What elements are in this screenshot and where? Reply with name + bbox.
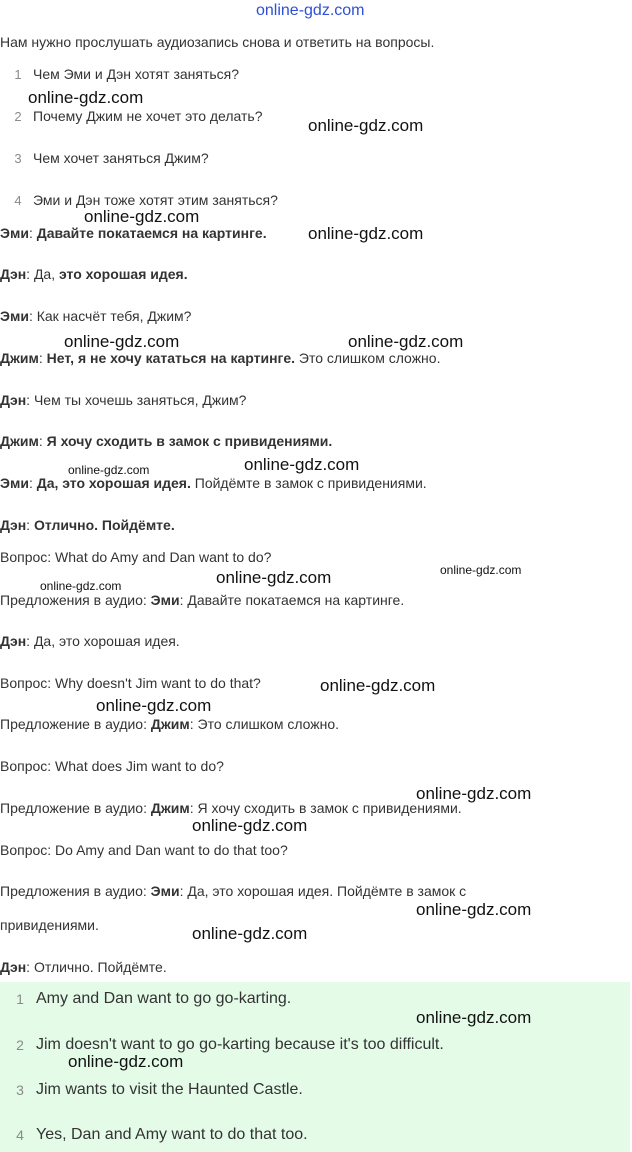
dialogue-line (0, 392, 246, 408)
line-bold: Отлично. Пойдёмте. (33, 517, 175, 533)
analysis-sentence (0, 592, 404, 608)
question-number: 4 (14, 193, 22, 208)
watermark: online-gdz.com (440, 563, 522, 577)
speaker: Дэн (0, 633, 27, 649)
watermark: online-gdz.com (96, 696, 212, 715)
speaker: Джим (150, 716, 190, 732)
sentence-text: : Да, это хорошая идея. (26, 633, 180, 649)
watermark: online-gdz.com (64, 332, 180, 351)
speaker: Эми (0, 225, 29, 241)
watermark: online-gdz.com (348, 332, 464, 351)
line-bold: Нет, я не хочу кататься на картинге. (46, 350, 296, 366)
analysis-question: Вопрос: Do Amy and Dan want to do that too? (0, 842, 288, 858)
speaker: Джим (0, 433, 39, 449)
speaker: Эми (150, 592, 180, 608)
analysis-sentence (0, 883, 466, 899)
speaker: Эми (0, 475, 29, 491)
speaker: Дэн (0, 266, 27, 282)
dialogue-line (0, 350, 440, 366)
dialogue-line (0, 308, 191, 324)
separator: : Да, (26, 266, 59, 282)
watermark: online-gdz.com (216, 568, 332, 587)
watermark: online-gdz.com (416, 900, 532, 919)
analysis-sentence (0, 716, 339, 732)
speaker: Дэн (0, 392, 27, 408)
analysis-question: Вопрос: Why doesn't Jim want to do that? (0, 675, 261, 691)
sentence-label: Предложение в аудио: (0, 716, 151, 732)
line-bold: Я хочу сходить в замок с привидениями. (46, 433, 333, 449)
watermark: online-gdz.com (84, 207, 200, 226)
watermark: online-gdz.com (320, 676, 436, 695)
analysis-question: Вопрос: What does Jim want to do? (0, 758, 224, 774)
question-number: 2 (14, 109, 22, 124)
dialogue-line (0, 225, 267, 241)
speaker: Дэн (0, 959, 27, 975)
sentence-text: : Это слишком сложно. (189, 716, 340, 732)
dialogue-line (0, 433, 332, 449)
speaker: Дэн (0, 517, 27, 533)
watermark: online-gdz.com (308, 224, 424, 243)
watermark: online-gdz.com (28, 88, 144, 107)
answer-number: 4 (16, 1127, 24, 1143)
speaker: Джим (0, 350, 39, 366)
analysis-sentence (0, 800, 462, 816)
analysis-sentence (0, 633, 180, 649)
watermark: online-gdz.com (192, 816, 308, 835)
dialogue-line (0, 517, 175, 533)
answer-number: 1 (16, 991, 24, 1007)
analysis-sentence (0, 959, 167, 975)
answer-item: Amy and Dan want to go go-karting. (36, 990, 292, 1007)
separator: : (26, 392, 34, 408)
question-number: 1 (14, 67, 22, 82)
answer-number: 2 (16, 1037, 24, 1053)
separator: : (26, 517, 34, 533)
sentence-label: Предложения в аудио: (0, 592, 151, 608)
sentence-label: Предложение в аудио: (0, 800, 151, 816)
speaker: Эми (0, 308, 29, 324)
answer-item: Jim wants to visit the Haunted Castle. (36, 1081, 303, 1098)
watermark: online-gdz.com (68, 463, 150, 477)
separator: : (28, 475, 37, 491)
question-item: Эми и Дэн тоже хотят этим заняться? (33, 192, 278, 208)
line-text: Чем ты хочешь заняться, Джим? (33, 392, 247, 408)
line-text: Пойдёмте в замок с привидениями. (190, 475, 427, 491)
intro-text: Нам нужно прослушать аудиозапись снова и ответить на вопросы. (0, 34, 435, 50)
line-bold: Да, это хорошая идея. (36, 475, 191, 491)
answer-item: Jim doesn't want to go go-karting because it's too difficult. (36, 1036, 444, 1053)
answer-item: Yes, Dan and Amy want to do that too. (36, 1126, 308, 1143)
question-item: Почему Джим не хочет это делать? (33, 108, 263, 124)
separator: : (38, 350, 47, 366)
watermark: online-gdz.com (308, 116, 424, 135)
sentence-text: : Я хочу сходить в замок с привидениями. (189, 800, 462, 816)
watermark: online-gdz.com (416, 1008, 532, 1027)
sentence-label: Предложения в аудио: (0, 883, 151, 899)
line-text: Это слишком сложно. (295, 350, 441, 366)
speaker: Джим (150, 800, 190, 816)
question-item: Чем Эми и Дэн хотят заняться? (33, 66, 240, 82)
separator: : (28, 225, 37, 241)
watermark: online-gdz.com (416, 784, 532, 803)
analysis-sentence-cont: привидениями. (0, 917, 99, 933)
line-bold: Давайте покатаемся на картинге. (36, 225, 267, 241)
line-bold: это хорошая идея. (59, 266, 188, 282)
dialogue-line (0, 475, 427, 491)
dialogue-line (0, 266, 188, 282)
question-item: Чем хочет заняться Джим? (33, 150, 209, 166)
watermark: online-gdz.com (244, 455, 360, 474)
watermark-top: online-gdz.com (256, 2, 365, 19)
watermark: online-gdz.com (192, 924, 308, 943)
speaker: Эми (150, 883, 180, 899)
watermark: online-gdz.com (40, 579, 122, 593)
line-text: Как насчёт тебя, Джим? (36, 308, 192, 324)
separator: : (38, 433, 47, 449)
sentence-text: : Давайте покатаемся на картинге. (179, 592, 405, 608)
question-number: 3 (14, 151, 22, 166)
answer-number: 3 (16, 1082, 24, 1098)
sentence-text: : Отлично. Пойдёмте. (26, 959, 167, 975)
analysis-question: Вопрос: What do Amy and Dan want to do? (0, 549, 272, 565)
separator: : (28, 308, 37, 324)
sentence-text: : Да, это хорошая идея. Пойдёмте в замок с (179, 883, 467, 899)
watermark: online-gdz.com (68, 1052, 184, 1071)
